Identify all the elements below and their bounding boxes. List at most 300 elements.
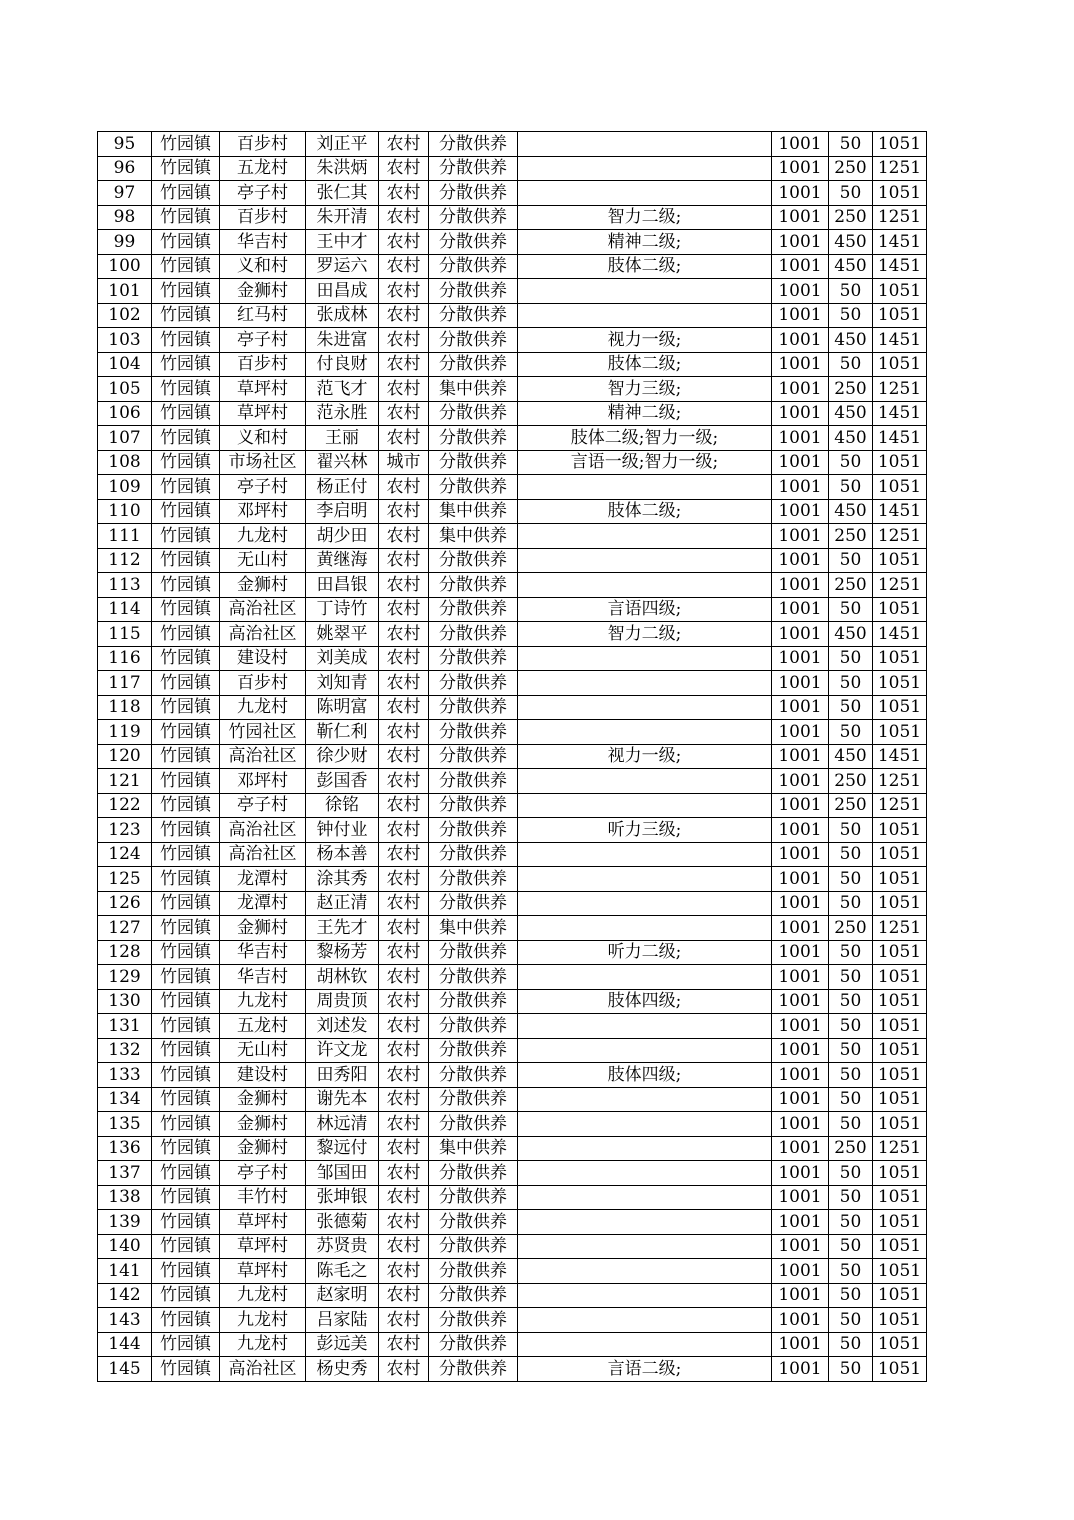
row-number-cell: 99 xyxy=(98,230,152,255)
support-type-cell: 集中供养 xyxy=(429,916,518,941)
disability-cell xyxy=(518,720,772,745)
row-number-cell: 128 xyxy=(98,940,152,965)
name-cell: 谢先本 xyxy=(306,1087,379,1112)
amount-base-cell: 1001 xyxy=(772,156,829,181)
amount-subsidy-cell: 50 xyxy=(829,720,873,745)
amount-total-cell: 1051 xyxy=(873,989,927,1014)
amount-subsidy-cell: 50 xyxy=(829,597,873,622)
support-type-cell: 分散供养 xyxy=(429,989,518,1014)
name-cell: 周贵顶 xyxy=(306,989,379,1014)
village-cell: 高治社区 xyxy=(220,842,306,867)
disability-cell: 视力一级; xyxy=(518,744,772,769)
village-cell: 无山村 xyxy=(220,1038,306,1063)
amount-total-cell: 1051 xyxy=(873,1038,927,1063)
household-type-cell: 农村 xyxy=(379,1087,429,1112)
household-type-cell: 农村 xyxy=(379,181,429,206)
amount-total-cell: 1051 xyxy=(873,1308,927,1333)
amount-base-cell: 1001 xyxy=(772,352,829,377)
amount-subsidy-cell: 250 xyxy=(829,793,873,818)
town-cell: 竹园镇 xyxy=(152,1357,220,1382)
amount-subsidy-cell: 50 xyxy=(829,303,873,328)
name-cell: 杨本善 xyxy=(306,842,379,867)
disability-cell: 言语四级; xyxy=(518,597,772,622)
amount-subsidy-cell: 450 xyxy=(829,328,873,353)
disability-cell: 肢体二级; xyxy=(518,499,772,524)
amount-subsidy-cell: 250 xyxy=(829,916,873,941)
name-cell: 朱进富 xyxy=(306,328,379,353)
support-type-cell: 分散供养 xyxy=(429,1308,518,1333)
village-cell: 高治社区 xyxy=(220,622,306,647)
disability-cell xyxy=(518,1112,772,1137)
household-type-cell: 农村 xyxy=(379,352,429,377)
row-number-cell: 119 xyxy=(98,720,152,745)
household-type-cell: 农村 xyxy=(379,769,429,794)
amount-subsidy-cell: 450 xyxy=(829,744,873,769)
household-type-cell: 农村 xyxy=(379,230,429,255)
name-cell: 刘美成 xyxy=(306,646,379,671)
disability-cell xyxy=(518,1038,772,1063)
table-row xyxy=(98,695,927,720)
household-type-cell: 农村 xyxy=(379,279,429,304)
table-row xyxy=(98,1136,927,1161)
village-cell: 华吉村 xyxy=(220,965,306,990)
amount-subsidy-cell: 50 xyxy=(829,646,873,671)
amount-base-cell: 1001 xyxy=(772,1234,829,1259)
amount-subsidy-cell: 250 xyxy=(829,156,873,181)
name-cell: 邹国田 xyxy=(306,1161,379,1186)
amount-total-cell: 1051 xyxy=(873,279,927,304)
village-cell: 义和村 xyxy=(220,254,306,279)
support-type-cell: 分散供养 xyxy=(429,1038,518,1063)
row-number-cell: 111 xyxy=(98,524,152,549)
town-cell: 竹园镇 xyxy=(152,1136,220,1161)
town-cell: 竹园镇 xyxy=(152,132,220,157)
row-number-cell: 144 xyxy=(98,1332,152,1357)
amount-base-cell: 1001 xyxy=(772,205,829,230)
amount-total-cell: 1051 xyxy=(873,1259,927,1284)
village-cell: 红马村 xyxy=(220,303,306,328)
table-row xyxy=(98,793,927,818)
support-type-cell: 分散供养 xyxy=(429,303,518,328)
amount-base-cell: 1001 xyxy=(772,475,829,500)
amount-subsidy-cell: 50 xyxy=(829,132,873,157)
disability-cell: 言语一级;智力一级; xyxy=(518,450,772,475)
name-cell: 胡少田 xyxy=(306,524,379,549)
village-cell: 金狮村 xyxy=(220,1087,306,1112)
disability-cell: 智力三级; xyxy=(518,377,772,402)
table-row xyxy=(98,450,927,475)
village-cell: 草坪村 xyxy=(220,1234,306,1259)
row-number-cell: 120 xyxy=(98,744,152,769)
disability-cell xyxy=(518,132,772,157)
row-number-cell: 138 xyxy=(98,1185,152,1210)
row-number-cell: 108 xyxy=(98,450,152,475)
disability-cell xyxy=(518,1234,772,1259)
table-row xyxy=(98,524,927,549)
amount-subsidy-cell: 450 xyxy=(829,426,873,451)
amount-total-cell: 1251 xyxy=(873,573,927,598)
support-type-cell: 分散供养 xyxy=(429,156,518,181)
amount-base-cell: 1001 xyxy=(772,573,829,598)
disability-cell: 言语二级; xyxy=(518,1357,772,1382)
row-number-cell: 125 xyxy=(98,867,152,892)
disability-cell xyxy=(518,1283,772,1308)
amount-base-cell: 1001 xyxy=(772,1014,829,1039)
town-cell: 竹园镇 xyxy=(152,769,220,794)
village-cell: 五龙村 xyxy=(220,1014,306,1039)
amount-total-cell: 1051 xyxy=(873,1161,927,1186)
household-type-cell: 农村 xyxy=(379,205,429,230)
name-cell: 张成林 xyxy=(306,303,379,328)
name-cell: 王中才 xyxy=(306,230,379,255)
table-row xyxy=(98,891,927,916)
amount-subsidy-cell: 250 xyxy=(829,769,873,794)
village-cell: 九龙村 xyxy=(220,989,306,1014)
household-type-cell: 农村 xyxy=(379,842,429,867)
amount-base-cell: 1001 xyxy=(772,401,829,426)
table-row xyxy=(98,205,927,230)
amount-base-cell: 1001 xyxy=(772,132,829,157)
amount-subsidy-cell: 450 xyxy=(829,230,873,255)
household-type-cell: 农村 xyxy=(379,1210,429,1235)
household-type-cell: 农村 xyxy=(379,132,429,157)
amount-total-cell: 1251 xyxy=(873,377,927,402)
amount-base-cell: 1001 xyxy=(772,1087,829,1112)
village-cell: 金狮村 xyxy=(220,1136,306,1161)
amount-base-cell: 1001 xyxy=(772,524,829,549)
town-cell: 竹园镇 xyxy=(152,818,220,843)
village-cell: 高治社区 xyxy=(220,744,306,769)
village-cell: 草坪村 xyxy=(220,1210,306,1235)
amount-subsidy-cell: 50 xyxy=(829,818,873,843)
town-cell: 竹园镇 xyxy=(152,426,220,451)
town-cell: 竹园镇 xyxy=(152,328,220,353)
row-number-cell: 95 xyxy=(98,132,152,157)
disability-cell: 听力二级; xyxy=(518,940,772,965)
row-number-cell: 110 xyxy=(98,499,152,524)
town-cell: 竹园镇 xyxy=(152,1283,220,1308)
amount-subsidy-cell: 50 xyxy=(829,352,873,377)
support-type-cell: 分散供养 xyxy=(429,867,518,892)
household-type-cell: 农村 xyxy=(379,156,429,181)
amount-base-cell: 1001 xyxy=(772,548,829,573)
village-cell: 百步村 xyxy=(220,132,306,157)
amount-base-cell: 1001 xyxy=(772,279,829,304)
support-type-cell: 集中供养 xyxy=(429,1136,518,1161)
row-number-cell: 145 xyxy=(98,1357,152,1382)
table-row xyxy=(98,1038,927,1063)
table-row xyxy=(98,622,927,647)
table-row xyxy=(98,401,927,426)
amount-base-cell: 1001 xyxy=(772,328,829,353)
village-cell: 五龙村 xyxy=(220,156,306,181)
town-cell: 竹园镇 xyxy=(152,1210,220,1235)
support-type-cell: 分散供养 xyxy=(429,1259,518,1284)
amount-total-cell: 1251 xyxy=(873,205,927,230)
name-cell: 李启明 xyxy=(306,499,379,524)
amount-base-cell: 1001 xyxy=(772,1332,829,1357)
name-cell: 朱开清 xyxy=(306,205,379,230)
amount-base-cell: 1001 xyxy=(772,891,829,916)
table-row xyxy=(98,279,927,304)
village-cell: 亭子村 xyxy=(220,1161,306,1186)
name-cell: 黎杨芳 xyxy=(306,940,379,965)
amount-total-cell: 1051 xyxy=(873,1357,927,1382)
support-type-cell: 分散供养 xyxy=(429,573,518,598)
table-row xyxy=(98,328,927,353)
household-type-cell: 农村 xyxy=(379,1259,429,1284)
row-number-cell: 106 xyxy=(98,401,152,426)
amount-base-cell: 1001 xyxy=(772,867,829,892)
disability-cell xyxy=(518,695,772,720)
name-cell: 涂其秀 xyxy=(306,867,379,892)
support-type-cell: 分散供养 xyxy=(429,132,518,157)
amount-subsidy-cell: 50 xyxy=(829,842,873,867)
amount-total-cell: 1251 xyxy=(873,524,927,549)
town-cell: 竹园镇 xyxy=(152,1063,220,1088)
amount-total-cell: 1051 xyxy=(873,597,927,622)
amount-base-cell: 1001 xyxy=(772,965,829,990)
amount-total-cell: 1251 xyxy=(873,793,927,818)
table-row xyxy=(98,156,927,181)
amount-base-cell: 1001 xyxy=(772,1357,829,1382)
town-cell: 竹园镇 xyxy=(152,940,220,965)
name-cell: 刘述发 xyxy=(306,1014,379,1039)
household-type-cell: 农村 xyxy=(379,1283,429,1308)
amount-total-cell: 1051 xyxy=(873,1063,927,1088)
amount-base-cell: 1001 xyxy=(772,1210,829,1235)
village-cell: 亭子村 xyxy=(220,793,306,818)
disability-cell xyxy=(518,1259,772,1284)
household-type-cell: 农村 xyxy=(379,989,429,1014)
amount-subsidy-cell: 50 xyxy=(829,891,873,916)
disability-cell: 肢体二级;智力一级; xyxy=(518,426,772,451)
row-number-cell: 114 xyxy=(98,597,152,622)
name-cell: 许文龙 xyxy=(306,1038,379,1063)
row-number-cell: 123 xyxy=(98,818,152,843)
amount-total-cell: 1051 xyxy=(873,695,927,720)
town-cell: 竹园镇 xyxy=(152,867,220,892)
row-number-cell: 97 xyxy=(98,181,152,206)
amount-total-cell: 1051 xyxy=(873,1112,927,1137)
household-type-cell: 农村 xyxy=(379,1161,429,1186)
town-cell: 竹园镇 xyxy=(152,475,220,500)
household-type-cell: 农村 xyxy=(379,891,429,916)
town-cell: 竹园镇 xyxy=(152,1161,220,1186)
town-cell: 竹园镇 xyxy=(152,646,220,671)
town-cell: 竹园镇 xyxy=(152,1234,220,1259)
town-cell: 竹园镇 xyxy=(152,744,220,769)
town-cell: 竹园镇 xyxy=(152,916,220,941)
table-row xyxy=(98,597,927,622)
village-cell: 龙潭村 xyxy=(220,867,306,892)
row-number-cell: 131 xyxy=(98,1014,152,1039)
name-cell: 黎远付 xyxy=(306,1136,379,1161)
name-cell: 杨史秀 xyxy=(306,1357,379,1382)
table-row xyxy=(98,818,927,843)
household-type-cell: 农村 xyxy=(379,965,429,990)
table-row xyxy=(98,1357,927,1382)
disability-cell xyxy=(518,279,772,304)
household-type-cell: 农村 xyxy=(379,818,429,843)
table-row xyxy=(98,989,927,1014)
support-type-cell: 分散供养 xyxy=(429,1063,518,1088)
table-row xyxy=(98,377,927,402)
town-cell: 竹园镇 xyxy=(152,671,220,696)
amount-subsidy-cell: 50 xyxy=(829,1063,873,1088)
household-type-cell: 农村 xyxy=(379,1357,429,1382)
amount-subsidy-cell: 50 xyxy=(829,1112,873,1137)
amount-total-cell: 1051 xyxy=(873,720,927,745)
table-row xyxy=(98,303,927,328)
support-type-cell: 分散供养 xyxy=(429,426,518,451)
disability-cell xyxy=(518,1136,772,1161)
amount-total-cell: 1051 xyxy=(873,303,927,328)
village-cell: 九龙村 xyxy=(220,524,306,549)
amount-base-cell: 1001 xyxy=(772,1063,829,1088)
name-cell: 黄继海 xyxy=(306,548,379,573)
amount-subsidy-cell: 50 xyxy=(829,475,873,500)
amount-base-cell: 1001 xyxy=(772,940,829,965)
amount-subsidy-cell: 250 xyxy=(829,1136,873,1161)
disability-cell xyxy=(518,1014,772,1039)
support-type-cell: 分散供养 xyxy=(429,328,518,353)
household-type-cell: 农村 xyxy=(379,622,429,647)
data-table xyxy=(97,131,927,1382)
town-cell: 竹园镇 xyxy=(152,1087,220,1112)
amount-total-cell: 1051 xyxy=(873,891,927,916)
amount-total-cell: 1051 xyxy=(873,646,927,671)
household-type-cell: 农村 xyxy=(379,1332,429,1357)
town-cell: 竹园镇 xyxy=(152,1185,220,1210)
disability-cell xyxy=(518,548,772,573)
row-number-cell: 115 xyxy=(98,622,152,647)
table-row xyxy=(98,916,927,941)
amount-base-cell: 1001 xyxy=(772,1185,829,1210)
town-cell: 竹园镇 xyxy=(152,524,220,549)
household-type-cell: 农村 xyxy=(379,1185,429,1210)
name-cell: 钟付业 xyxy=(306,818,379,843)
support-type-cell: 分散供养 xyxy=(429,548,518,573)
village-cell: 高治社区 xyxy=(220,818,306,843)
village-cell: 草坪村 xyxy=(220,377,306,402)
amount-total-cell: 1051 xyxy=(873,548,927,573)
amount-base-cell: 1001 xyxy=(772,720,829,745)
amount-total-cell: 1051 xyxy=(873,965,927,990)
row-number-cell: 105 xyxy=(98,377,152,402)
name-cell: 陈明富 xyxy=(306,695,379,720)
amount-subsidy-cell: 50 xyxy=(829,1161,873,1186)
name-cell: 彭远美 xyxy=(306,1332,379,1357)
amount-subsidy-cell: 50 xyxy=(829,695,873,720)
village-cell: 亭子村 xyxy=(220,328,306,353)
disability-cell xyxy=(518,573,772,598)
amount-total-cell: 1051 xyxy=(873,352,927,377)
amount-total-cell: 1051 xyxy=(873,671,927,696)
village-cell: 金狮村 xyxy=(220,279,306,304)
table-row xyxy=(98,181,927,206)
amount-base-cell: 1001 xyxy=(772,303,829,328)
disability-cell xyxy=(518,181,772,206)
support-type-cell: 分散供养 xyxy=(429,622,518,647)
amount-total-cell: 1051 xyxy=(873,132,927,157)
amount-subsidy-cell: 450 xyxy=(829,401,873,426)
row-number-cell: 109 xyxy=(98,475,152,500)
name-cell: 徐少财 xyxy=(306,744,379,769)
village-cell: 九龙村 xyxy=(220,695,306,720)
support-type-cell: 分散供养 xyxy=(429,1014,518,1039)
amount-subsidy-cell: 450 xyxy=(829,254,873,279)
support-type-cell: 分散供养 xyxy=(429,254,518,279)
amount-subsidy-cell: 50 xyxy=(829,548,873,573)
amount-subsidy-cell: 50 xyxy=(829,1357,873,1382)
town-cell: 竹园镇 xyxy=(152,1259,220,1284)
table-row xyxy=(98,132,927,157)
amount-total-cell: 1451 xyxy=(873,622,927,647)
amount-subsidy-cell: 50 xyxy=(829,1308,873,1333)
town-cell: 竹园镇 xyxy=(152,254,220,279)
amount-total-cell: 1451 xyxy=(873,426,927,451)
village-cell: 亭子村 xyxy=(220,181,306,206)
support-type-cell: 集中供养 xyxy=(429,377,518,402)
amount-total-cell: 1051 xyxy=(873,181,927,206)
disability-cell xyxy=(518,475,772,500)
table-row xyxy=(98,573,927,598)
amount-total-cell: 1051 xyxy=(873,1234,927,1259)
amount-subsidy-cell: 50 xyxy=(829,1332,873,1357)
support-type-cell: 分散供养 xyxy=(429,181,518,206)
household-type-cell: 农村 xyxy=(379,646,429,671)
village-cell: 九龙村 xyxy=(220,1283,306,1308)
row-number-cell: 117 xyxy=(98,671,152,696)
town-cell: 竹园镇 xyxy=(152,965,220,990)
row-number-cell: 100 xyxy=(98,254,152,279)
row-number-cell: 122 xyxy=(98,793,152,818)
amount-total-cell: 1451 xyxy=(873,230,927,255)
household-type-cell: 农村 xyxy=(379,916,429,941)
name-cell: 张仁其 xyxy=(306,181,379,206)
household-type-cell: 农村 xyxy=(379,573,429,598)
support-type-cell: 分散供养 xyxy=(429,671,518,696)
table-row xyxy=(98,671,927,696)
amount-subsidy-cell: 50 xyxy=(829,867,873,892)
household-type-cell: 农村 xyxy=(379,1136,429,1161)
name-cell: 刘知青 xyxy=(306,671,379,696)
disability-cell: 听力三级; xyxy=(518,818,772,843)
amount-base-cell: 1001 xyxy=(772,254,829,279)
village-cell: 百步村 xyxy=(220,671,306,696)
support-type-cell: 集中供养 xyxy=(429,524,518,549)
disability-cell xyxy=(518,1161,772,1186)
support-type-cell: 分散供养 xyxy=(429,940,518,965)
table-row xyxy=(98,769,927,794)
name-cell: 田昌银 xyxy=(306,573,379,598)
amount-total-cell: 1051 xyxy=(873,1014,927,1039)
table-row xyxy=(98,1210,927,1235)
table-row xyxy=(98,1014,927,1039)
disability-cell xyxy=(518,303,772,328)
support-type-cell: 分散供养 xyxy=(429,1087,518,1112)
amount-base-cell: 1001 xyxy=(772,426,829,451)
village-cell: 丰竹村 xyxy=(220,1185,306,1210)
household-type-cell: 农村 xyxy=(379,524,429,549)
household-type-cell: 农村 xyxy=(379,401,429,426)
amount-total-cell: 1251 xyxy=(873,1136,927,1161)
household-type-cell: 农村 xyxy=(379,328,429,353)
amount-subsidy-cell: 450 xyxy=(829,622,873,647)
disability-cell: 肢体四级; xyxy=(518,989,772,1014)
village-cell: 邓坪村 xyxy=(220,499,306,524)
